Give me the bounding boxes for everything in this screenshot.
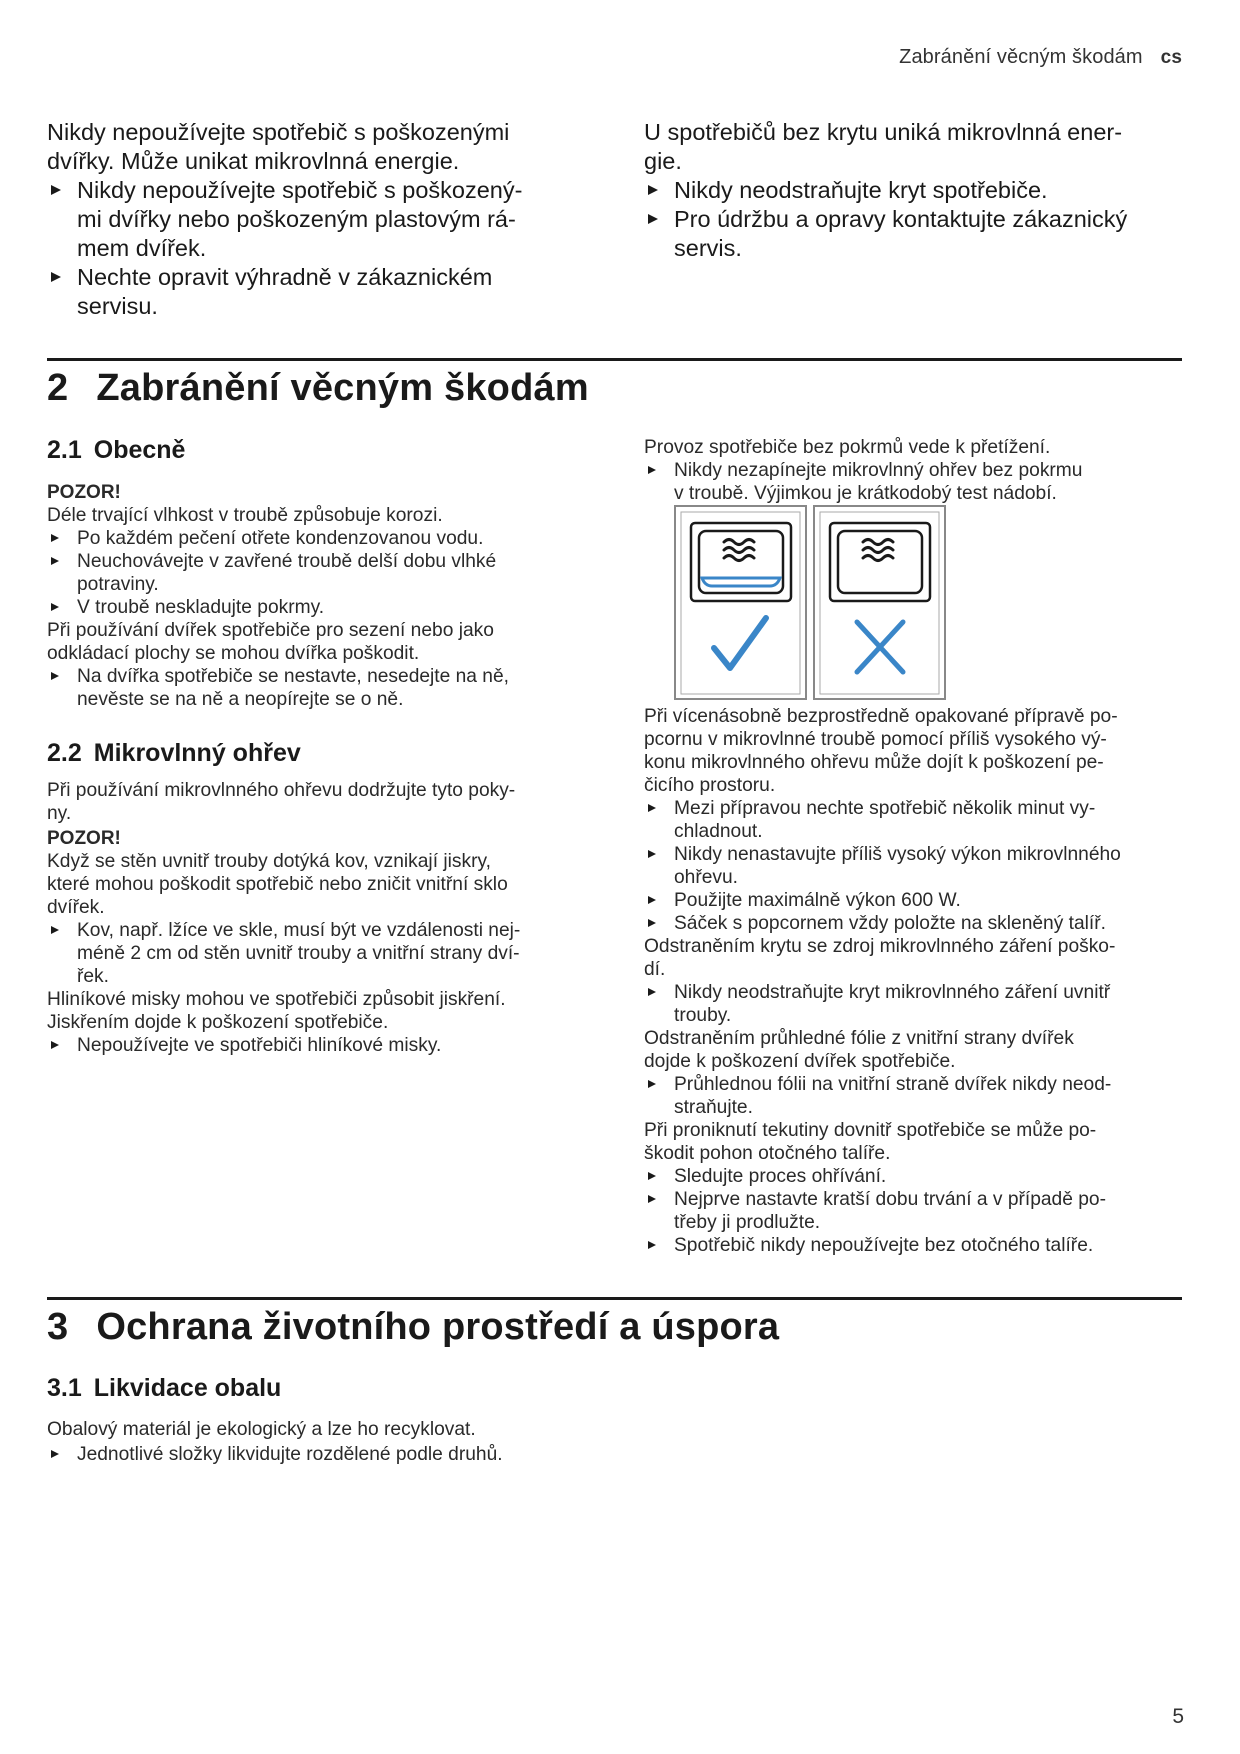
paragraph: škodit pohon otočného talíře. bbox=[644, 1143, 891, 1164]
paragraph: odkládací plochy se mohou dvířka poškodit. bbox=[47, 643, 420, 664]
section-divider bbox=[47, 358, 1182, 361]
paragraph: Odstraněním krytu se zdroj mikrovlnného záření poško- bbox=[644, 936, 1116, 957]
section-divider bbox=[47, 1297, 1182, 1300]
list-item: Použijte maximálně výkon 600 W. bbox=[644, 889, 1176, 912]
running-header bbox=[899, 46, 1182, 69]
list-item: Mezi přípravou nechte spotřebič několik minut vy- chladnout. bbox=[644, 797, 1176, 843]
paragraph: dvířek. bbox=[47, 897, 105, 918]
list-item: Nikdy nezapínejte mikrovlnný ohřev bez pokrmu v troubě. Výjimkou je krátkodobý test nádobí. bbox=[644, 459, 1176, 505]
paragraph: Při proniknutí tekutiny dovnitř spotřebiče se může po- bbox=[644, 1120, 1097, 1141]
subsection-heading: 2.2 Mikrovlnný ohřev bbox=[47, 739, 301, 767]
list-item: Sáček s popcornem vždy položte na skleněný talíř. bbox=[644, 912, 1176, 935]
top-right-intro-line: gie. bbox=[644, 148, 682, 174]
list-item: Sledujte proces ohřívání. bbox=[644, 1165, 1176, 1188]
oven-usage-figure bbox=[674, 505, 950, 703]
list-item: Nikdy neodstraňujte kryt spotřebiče. bbox=[644, 176, 1176, 205]
list-item: Nikdy nenastavujte příliš vysoký výkon mikrovlnného ohřevu. bbox=[644, 843, 1176, 889]
warning-label: POZOR! bbox=[47, 482, 121, 503]
section-title: Zabránění věcným škodám bbox=[96, 367, 589, 409]
section2-right-column-top bbox=[644, 436, 1176, 505]
list-item: Nepoužívejte ve spotřebiči hliníkové misky. bbox=[47, 1034, 579, 1057]
paragraph: Provoz spotřebiče bez pokrmů vede k přetížení. bbox=[644, 437, 1051, 458]
paragraph: ny. bbox=[47, 803, 72, 824]
list-item: Pro údržbu a opravy kontaktujte zákaznický servis. bbox=[644, 205, 1176, 263]
correct-usage-panel bbox=[675, 506, 806, 699]
paragraph: dojde k poškození dvířek spotřebiče. bbox=[644, 1051, 956, 1072]
subsection-heading: 3.1 Likvidace obalu bbox=[47, 1374, 282, 1402]
section3-left-column bbox=[47, 1416, 667, 1466]
paragraph: Jiskřením dojde k poškození spotřebiče. bbox=[47, 1012, 389, 1033]
warning-label: POZOR! bbox=[47, 828, 121, 849]
top-right-column bbox=[644, 118, 1176, 263]
page-number: 5 bbox=[1172, 1705, 1184, 1728]
subsection-heading: 2.1 Obecně bbox=[47, 436, 186, 464]
language-code: cs bbox=[1160, 47, 1182, 68]
paragraph: Hliníkové misky mohou ve spotřebiči způsobit jiskření. bbox=[47, 989, 506, 1010]
paragraph: Když se stěn uvnitř trouby dotýká kov, vznikají jiskry, bbox=[47, 851, 491, 872]
list-item: Kov, např. lžíce ve skle, musí být ve vzdálenosti nej- méně 2 cm od stěn uvnitř trouby a vnitřní strany dví- řek. bbox=[47, 919, 579, 988]
top-right-intro-line: U spotřebičů bez krytu uniká mikrovlnná ener- bbox=[644, 119, 1123, 145]
paragraph: Při vícenásobně bezprostředně opakované přípravě po- bbox=[644, 706, 1118, 727]
list-item: Na dvířka spotřebiče se nestavte, nesedejte na ně, nevěste se na ně a neopírejte se o ně. bbox=[47, 665, 579, 711]
top-left-intro-line: dvířky. Může unikat mikrovlnná energie. bbox=[47, 148, 460, 174]
section-number: 2 bbox=[47, 367, 69, 409]
section-heading bbox=[47, 1306, 779, 1349]
paragraph: které mohou poškodit spotřebič nebo zničit vnitřní sklo bbox=[47, 874, 508, 895]
list-item: Spotřebič nikdy nepoužívejte bez otočného talíře. bbox=[644, 1234, 1176, 1257]
list-item: Po každém pečení otřete kondenzovanou vodu. bbox=[47, 527, 579, 550]
incorrect-usage-panel bbox=[814, 506, 945, 699]
paragraph: Při používání mikrovlnného ohřevu dodržujte tyto poky- bbox=[47, 780, 516, 801]
list-item: Nikdy neodstraňujte kryt mikrovlnného záření uvnitř trouby. bbox=[644, 981, 1176, 1027]
section2-left-column bbox=[47, 479, 579, 711]
list-item: Neuchovávejte v zavřené troubě delší dobu vlhké potraviny. bbox=[47, 550, 579, 596]
list-item: Nejprve nastavte kratší dobu trvání a v případě po- třeby ji prodlužte. bbox=[644, 1188, 1176, 1234]
paragraph: pcornu v mikrovlnné troubě pomocí příliš vysokého vý- bbox=[644, 729, 1107, 750]
list-item: V troubě neskladujte pokrmy. bbox=[47, 596, 579, 619]
section2-right-column-bottom bbox=[644, 705, 1176, 1257]
section-number: 3 bbox=[47, 1306, 69, 1348]
microwave-left-column bbox=[47, 779, 579, 1057]
list-item: Nikdy nepoužívejte spotřebič s poškozený- mi dvířky nebo poškozeným plastovým rá- mem dvířek. bbox=[47, 176, 579, 263]
paragraph: čicího prostoru. bbox=[644, 775, 776, 796]
paragraph: dí. bbox=[644, 959, 666, 980]
paragraph: Déle trvající vlhkost v troubě způsobuje korozi. bbox=[47, 505, 443, 526]
section-title: Ochrana životního prostředí a úspora bbox=[96, 1306, 780, 1348]
paragraph: konu mikrovlnného ohřevu může dojít k poškození pe- bbox=[644, 752, 1104, 773]
list-item: Nechte opravit výhradně v zákaznickém servisu. bbox=[47, 263, 579, 321]
top-left-intro-line: Nikdy nepoužívejte spotřebič s poškozenými bbox=[47, 119, 510, 145]
paragraph: Odstraněním průhledné fólie z vnitřní strany dvířek bbox=[644, 1028, 1074, 1049]
header-title: Zabránění věcným škodám bbox=[899, 46, 1143, 68]
paragraph: Při používání dvířek spotřebiče pro sezení nebo jako bbox=[47, 620, 494, 641]
top-left-column bbox=[47, 118, 579, 321]
list-item: Průhlednou fólii na vnitřní straně dvířek nikdy neod- straňujte. bbox=[644, 1073, 1176, 1119]
paragraph: Obalový materiál je ekologický a lze ho recyklovat. bbox=[47, 1419, 476, 1440]
section-heading bbox=[47, 367, 589, 410]
list-item: Jednotlivé složky likvidujte rozdělené podle druhů. bbox=[47, 1443, 667, 1466]
